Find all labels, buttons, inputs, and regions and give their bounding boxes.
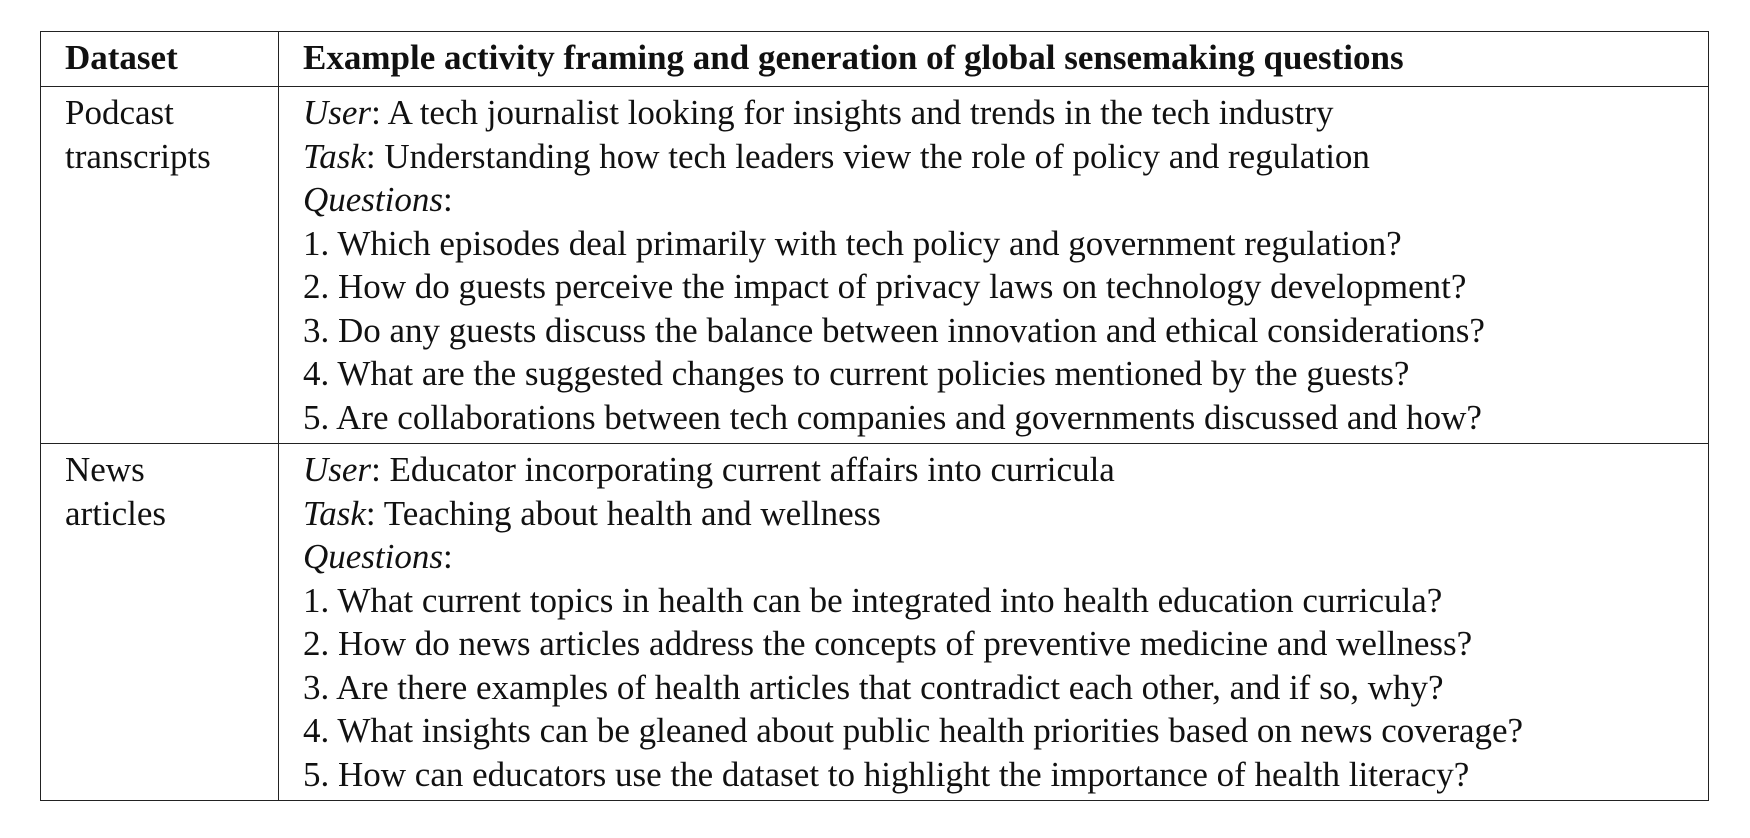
example-cell: [279, 444, 1709, 801]
user-line: [303, 91, 1708, 135]
task-text: : Teaching about health and wellness: [365, 493, 881, 533]
question-item: 5. How can educators use the dataset to highlight the importance of health literacy?: [303, 754, 1470, 794]
table-row: [41, 87, 1709, 444]
dataset-cell: [41, 87, 279, 444]
questions-label: Questions: [303, 537, 443, 576]
task-label: Task: [303, 493, 366, 533]
question-item: 2. How do news articles address the concepts of preventive medicine and wellness?: [303, 624, 1473, 663]
task-line: [303, 492, 1708, 536]
dataset-name: News articles: [65, 450, 167, 533]
question-item: 4. What are the suggested changes to current policies mentioned by the guests?: [303, 354, 1410, 393]
questions-line: [303, 178, 1708, 222]
dataset-name: Podcast transcripts: [65, 93, 211, 176]
task-text: : Understanding how tech leaders view the role of policy and regulation: [365, 136, 1370, 176]
user-text: : A tech journalist looking for insights and trends in the tech industry: [371, 93, 1334, 132]
question-item: 3. Are there examples of health articles that contradict each other, and if so, why?: [303, 667, 1444, 707]
table-header-row: [41, 32, 1709, 87]
sensemaking-questions-table: [40, 31, 1709, 801]
user-label: User: [303, 450, 372, 489]
questions-colon: :: [443, 537, 453, 576]
question-item: 4. What insights can be gleaned about public health priorities based on news coverage?: [303, 711, 1524, 750]
questions-label: Questions: [303, 180, 443, 219]
dataset-cell: [41, 444, 279, 801]
question-item: 2. How do guests perceive the impact of privacy laws on technology development?: [303, 267, 1467, 306]
example-cell: [279, 87, 1709, 444]
question-item: 3. Do any guests discuss the balance between innovation and ethical considerations?: [303, 310, 1485, 350]
task-line: [303, 135, 1708, 179]
header-dataset: Dataset: [41, 32, 279, 87]
user-text: : Educator incorporating current affairs into curricula: [371, 450, 1115, 489]
task-label: Task: [303, 136, 366, 176]
table-row: [41, 444, 1709, 801]
question-item: 1. Which episodes deal primarily with tech policy and government regulation?: [303, 223, 1402, 263]
user-label: User: [303, 93, 372, 132]
question-item: 1. What current topics in health can be integrated into health education curricula?: [303, 580, 1443, 620]
user-line: [303, 448, 1708, 492]
question-item: 5. Are collaborations between tech companies and governments discussed and how?: [303, 397, 1482, 437]
questions-line: [303, 535, 1708, 579]
questions-colon: :: [443, 180, 453, 219]
header-example: Example activity framing and generation of global sensemaking questions: [279, 32, 1709, 87]
